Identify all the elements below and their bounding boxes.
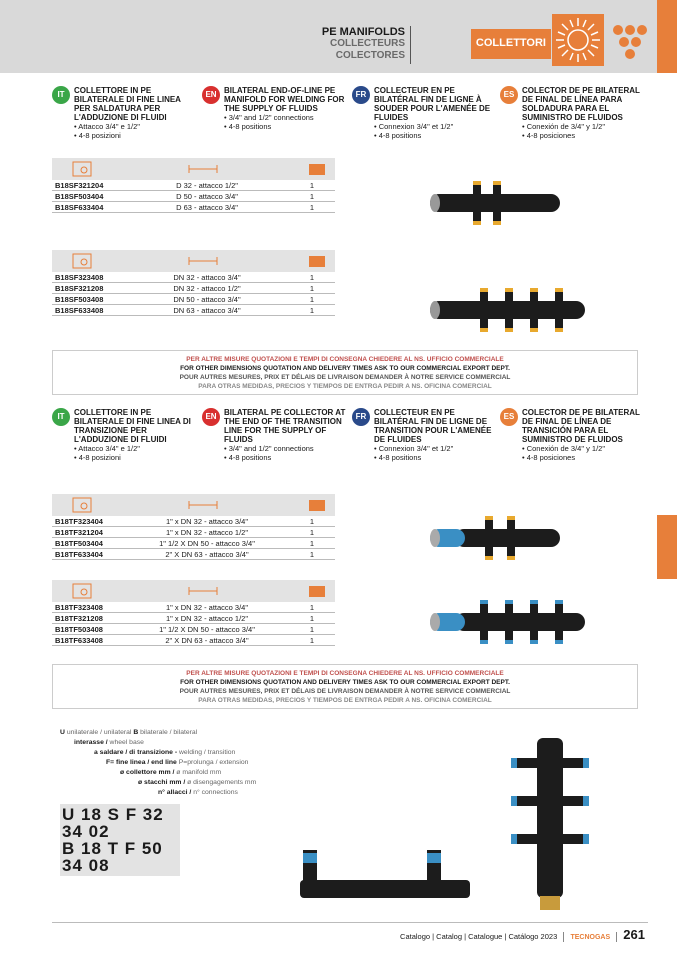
page-number: 261 bbox=[623, 927, 645, 942]
manifold-8-image bbox=[425, 285, 590, 335]
catalog-icon bbox=[72, 253, 92, 269]
table-cell: 1 bbox=[309, 614, 315, 623]
legend-line: interasse / wheel base bbox=[74, 739, 144, 746]
code-example: U 18 S F 32 34 02 bbox=[62, 805, 164, 841]
table-cell: DN 50 - attacco 3/4" bbox=[173, 295, 241, 304]
table-cell: 1 bbox=[309, 539, 315, 548]
table-cell: 1 bbox=[309, 603, 315, 612]
code-examples bbox=[60, 804, 180, 876]
unilateral-manifold-image bbox=[295, 845, 475, 910]
lang-badge-es: ES bbox=[500, 86, 518, 104]
desc-bullet: • 4-8 positions bbox=[374, 453, 422, 462]
table-row bbox=[52, 527, 335, 538]
category-label: COLLETTORI bbox=[475, 37, 546, 49]
table-cell: 1 bbox=[309, 181, 315, 190]
table-cell: DN 32 - attacco 3/4" bbox=[173, 273, 241, 282]
desc-bullet: • Attacco 3/4" e 1/2" bbox=[74, 122, 140, 131]
table-cell: 1 bbox=[309, 284, 315, 293]
transition-manifold-4-image bbox=[425, 513, 565, 563]
desc-title: COLLETTORE IN PE BILATERALE DI FINE LINEA PER SALDATURA PER L'ADDUZIONE DI FLUIDI bbox=[74, 86, 181, 122]
legend-line: F= fine linea / end line P=prolunga / extension bbox=[106, 759, 249, 766]
table-cell: DN 63 - attacco 3/4" bbox=[173, 306, 241, 315]
table-cell: 2" X DN 63 - attacco 3/4" bbox=[165, 550, 249, 559]
product-table-1 bbox=[52, 158, 335, 213]
table-row bbox=[52, 305, 335, 316]
commercial-note bbox=[52, 664, 638, 709]
table-cell: DN 32 - attacco 1/2" bbox=[173, 284, 241, 293]
desc-title: BILATERAL END-OF-LINE PE MANIFOLD FOR WELDING FOR THE SUPPLY OF FLUIDS bbox=[224, 86, 345, 113]
table-cell: B18SF633404 bbox=[55, 203, 104, 212]
product-table-3 bbox=[52, 494, 335, 560]
table-cell: B18TF633408 bbox=[55, 636, 103, 645]
manifold-4-image bbox=[425, 178, 565, 228]
table-row bbox=[52, 191, 335, 202]
desc-bullet: • Attacco 3/4" e 1/2" bbox=[74, 444, 140, 453]
desc-bullet: • 4-8 positions bbox=[374, 131, 422, 140]
package-icon bbox=[307, 253, 327, 269]
legend-line: a saldare / di transizione - welding / transition bbox=[94, 749, 236, 756]
table-cell: 1" 1/2 X DN 50 - attacco 3/4" bbox=[159, 625, 255, 634]
table-cell: B18TF323408 bbox=[55, 603, 103, 612]
legend-line: U unilaterale / unilateral B bilaterale / bilateral bbox=[60, 729, 198, 736]
legend-line: ø collettore mm / ø manifold mm bbox=[120, 769, 222, 776]
table-row bbox=[52, 283, 335, 294]
desc-bullet: • Connexion 3/4" et 1/2" bbox=[374, 122, 454, 131]
table-cell: B18TF321208 bbox=[55, 614, 103, 623]
catalog-icon bbox=[72, 583, 92, 599]
footer bbox=[300, 928, 645, 942]
lang-badge-it: IT bbox=[52, 408, 70, 426]
table-header bbox=[52, 250, 335, 272]
table-cell: 1 bbox=[309, 528, 315, 537]
desc-bullet: • 4-8 posizioni bbox=[74, 131, 121, 140]
table-row bbox=[52, 635, 335, 646]
ruler-icon bbox=[187, 255, 219, 267]
table-header bbox=[52, 158, 335, 180]
note-line: POUR AUTRES MESURES, PRIX ET DÉLAIS DE LIVRAISON DEMANDER À NOTRE SERVICE COMMERCIAL bbox=[179, 688, 511, 695]
note-line: PER ALTRE MISURE QUOTAZIONI E TEMPI DI CONSEGNA CHIEDERE AL NS. UFFICIO COMMERCIALE bbox=[186, 670, 504, 677]
table-row bbox=[52, 202, 335, 213]
note-line: PARA OTRAS MEDIDAS, PRECIOS Y TIEMPOS DE ENTRGA PEDIR A NS. OFICINA COMERCIAL bbox=[198, 383, 492, 390]
desc-bullet: • 4-8 positions bbox=[224, 453, 272, 462]
table-cell: D 50 - attacco 3/4" bbox=[176, 192, 238, 201]
table-row bbox=[52, 549, 335, 560]
lang-badge-fr: FR bbox=[352, 408, 370, 426]
desc-bullet: • Conexión de 3/4" y 1/2" bbox=[522, 444, 606, 453]
note-line: FOR OTHER DIMENSIONS QUOTATION AND DELIVERY TIMES ASK TO OUR COMMERCIAL EXPORT DEPT. bbox=[180, 365, 510, 372]
ruler-icon bbox=[187, 499, 219, 511]
legend-line: n° allacci / n° connections bbox=[158, 789, 238, 796]
product-table-2 bbox=[52, 250, 335, 316]
table-cell: D 32 - attacco 1/2" bbox=[176, 181, 238, 190]
table-row bbox=[52, 272, 335, 283]
table-cell: 1" 1/2 X DN 50 - attacco 3/4" bbox=[159, 539, 255, 548]
table-cell: B18SF503404 bbox=[55, 192, 104, 201]
table-header bbox=[52, 494, 335, 516]
table-cell: 1 bbox=[309, 295, 315, 304]
table-cell: B18SF503408 bbox=[55, 295, 104, 304]
table-cell: B18TF633404 bbox=[55, 550, 103, 559]
package-icon bbox=[307, 161, 327, 177]
table-cell: 2" X DN 63 - attacco 3/4" bbox=[165, 636, 249, 645]
footer-text: Catalogo | Catalog | Catalogue | Catálogo 2023 bbox=[400, 932, 558, 941]
table-row bbox=[52, 624, 335, 635]
lang-badge-en: EN bbox=[202, 86, 220, 104]
desc-bullet: • Conexión de 3/4" y 1/2" bbox=[522, 122, 606, 131]
product-table-4 bbox=[52, 580, 335, 646]
sun-logo-icon bbox=[552, 14, 604, 66]
desc-bullet: • 4-8 posiciones bbox=[522, 131, 576, 140]
desc-title: COLECTOR DE PE BILATERAL DE FINAL DE LÍNEA DE TRANSICIÓN PARA EL SUMINISTRO DE FLUIDOS bbox=[522, 408, 640, 444]
commercial-note bbox=[52, 350, 638, 395]
desc-bullet: • 4-8 positions bbox=[224, 122, 272, 131]
catalog-icon bbox=[72, 497, 92, 513]
footer-divider bbox=[52, 922, 648, 923]
code-legend bbox=[60, 728, 280, 876]
table-row bbox=[52, 180, 335, 191]
lang-badge-es: ES bbox=[500, 408, 518, 426]
catalog-icon bbox=[72, 161, 92, 177]
title-es: COLECTORES bbox=[335, 50, 405, 61]
note-line: POUR AUTRES MESURES, PRIX ET DÉLAIS DE LIVRAISON DEMANDER À NOTRE SERVICE COMMERCIAL bbox=[179, 374, 511, 381]
table-cell: 1 bbox=[309, 273, 315, 282]
table-cell: D 63 - attacco 3/4" bbox=[176, 203, 238, 212]
table-row bbox=[52, 613, 335, 624]
note-line: FOR OTHER DIMENSIONS QUOTATION AND DELIVERY TIMES ASK TO OUR COMMERCIAL EXPORT DEPT. bbox=[180, 679, 510, 686]
category-tag bbox=[471, 29, 551, 59]
table-cell: B18TF323404 bbox=[55, 517, 103, 526]
table-cell: B18TF503408 bbox=[55, 625, 103, 634]
desc-bullet: • 4-8 posizioni bbox=[74, 453, 121, 462]
header-titles bbox=[280, 26, 405, 62]
table-header bbox=[52, 580, 335, 602]
table-cell: 1 bbox=[309, 192, 315, 201]
ruler-icon bbox=[187, 163, 219, 175]
desc-title: COLLECTEUR EN PE BILATÉRAL FIN DE LIGNE À SOUDER POUR L'AMENÉE DE FLUIDES bbox=[374, 86, 491, 122]
desc-bullet: • 4-8 posiciones bbox=[522, 453, 576, 462]
note-line: PER ALTRE MISURE QUOTAZIONI E TEMPI DI CONSEGNA CHIEDERE AL NS. UFFICIO COMMERCIALE bbox=[186, 356, 504, 363]
lang-badge-fr: FR bbox=[352, 86, 370, 104]
table-cell: 1" x DN 32 - attacco 3/4" bbox=[165, 517, 249, 526]
table-cell: B18TF321204 bbox=[55, 528, 103, 537]
note-line: PARA OTRAS MEDIDAS, PRECIOS Y TIEMPOS DE ENTRGA PEDIR A NS. OFICINA COMERCIAL bbox=[198, 697, 492, 704]
title-fr: COLLECTEURS bbox=[330, 38, 405, 49]
package-icon bbox=[307, 583, 327, 599]
table-cell: B18SF323408 bbox=[55, 273, 104, 282]
table-row bbox=[52, 516, 335, 527]
footer-brand: TECNOGAS bbox=[570, 934, 611, 941]
desc-title: BILATERAL PE COLLECTOR AT THE END OF THE TRANSITION LINE FOR THE SUPPLY OF FLUIDS bbox=[224, 408, 346, 444]
desc-title: COLLETTORE IN PE BILATERALE DI FINE LINEA DI TRANSIZIONE PER L'ADDUZIONE DI FLUIDI bbox=[74, 408, 191, 444]
desc-bullet: • 3/4" and 1/2" connections bbox=[224, 444, 314, 453]
table-cell: 1 bbox=[309, 517, 315, 526]
table-row bbox=[52, 538, 335, 549]
lang-badge-it: IT bbox=[52, 86, 70, 104]
transition-manifold-8-image bbox=[425, 597, 590, 647]
table-cell: 1 bbox=[309, 636, 315, 645]
desc-bullet: • Connexion 3/4" et 1/2" bbox=[374, 444, 454, 453]
table-cell: B18SF321208 bbox=[55, 284, 104, 293]
table-cell: 1 bbox=[309, 306, 315, 315]
desc-bullet: • 3/4" and 1/2" connections bbox=[224, 113, 314, 122]
table-cell: 1" x DN 32 - attacco 3/4" bbox=[165, 603, 249, 612]
table-cell: 1 bbox=[309, 625, 315, 634]
table-cell: 1" x DN 32 - attacco 1/2" bbox=[165, 528, 249, 537]
table-cell: B18TF503404 bbox=[55, 539, 103, 548]
table-row bbox=[52, 602, 335, 613]
table-cell: 1 bbox=[309, 203, 315, 212]
table-cell: 1" x DN 32 - attacco 1/2" bbox=[165, 614, 249, 623]
table-cell: B18SF321204 bbox=[55, 181, 104, 190]
desc-title: COLECTOR DE PE BILATERAL DE FINAL DE LÍNEA PARA SOLDADURA PARA EL SUMINISTRO DE FLUIDOS bbox=[522, 86, 640, 122]
title-main: PE MANIFOLDS bbox=[321, 26, 405, 38]
table-cell: B18SF633408 bbox=[55, 306, 104, 315]
dots-logo-icon bbox=[610, 18, 650, 68]
header-divider bbox=[410, 26, 411, 64]
side-tab-top bbox=[657, 0, 677, 73]
table-row bbox=[52, 294, 335, 305]
package-icon bbox=[307, 497, 327, 513]
vertical-manifold-image bbox=[505, 738, 595, 913]
table-cell: 1 bbox=[309, 550, 315, 559]
legend-line: ø stacchi mm / ø disengagements mm bbox=[138, 779, 257, 786]
code-example: B 18 T F 50 34 08 bbox=[62, 839, 163, 875]
side-tab-mid bbox=[657, 515, 677, 579]
desc-title: COLLECTEUR EN PE BILATÉRAL FIN DE LIGNE DE TRANSITION POUR L'AMENÉE DE FLUIDES bbox=[374, 408, 492, 444]
ruler-icon bbox=[187, 585, 219, 597]
lang-badge-en: EN bbox=[202, 408, 220, 426]
